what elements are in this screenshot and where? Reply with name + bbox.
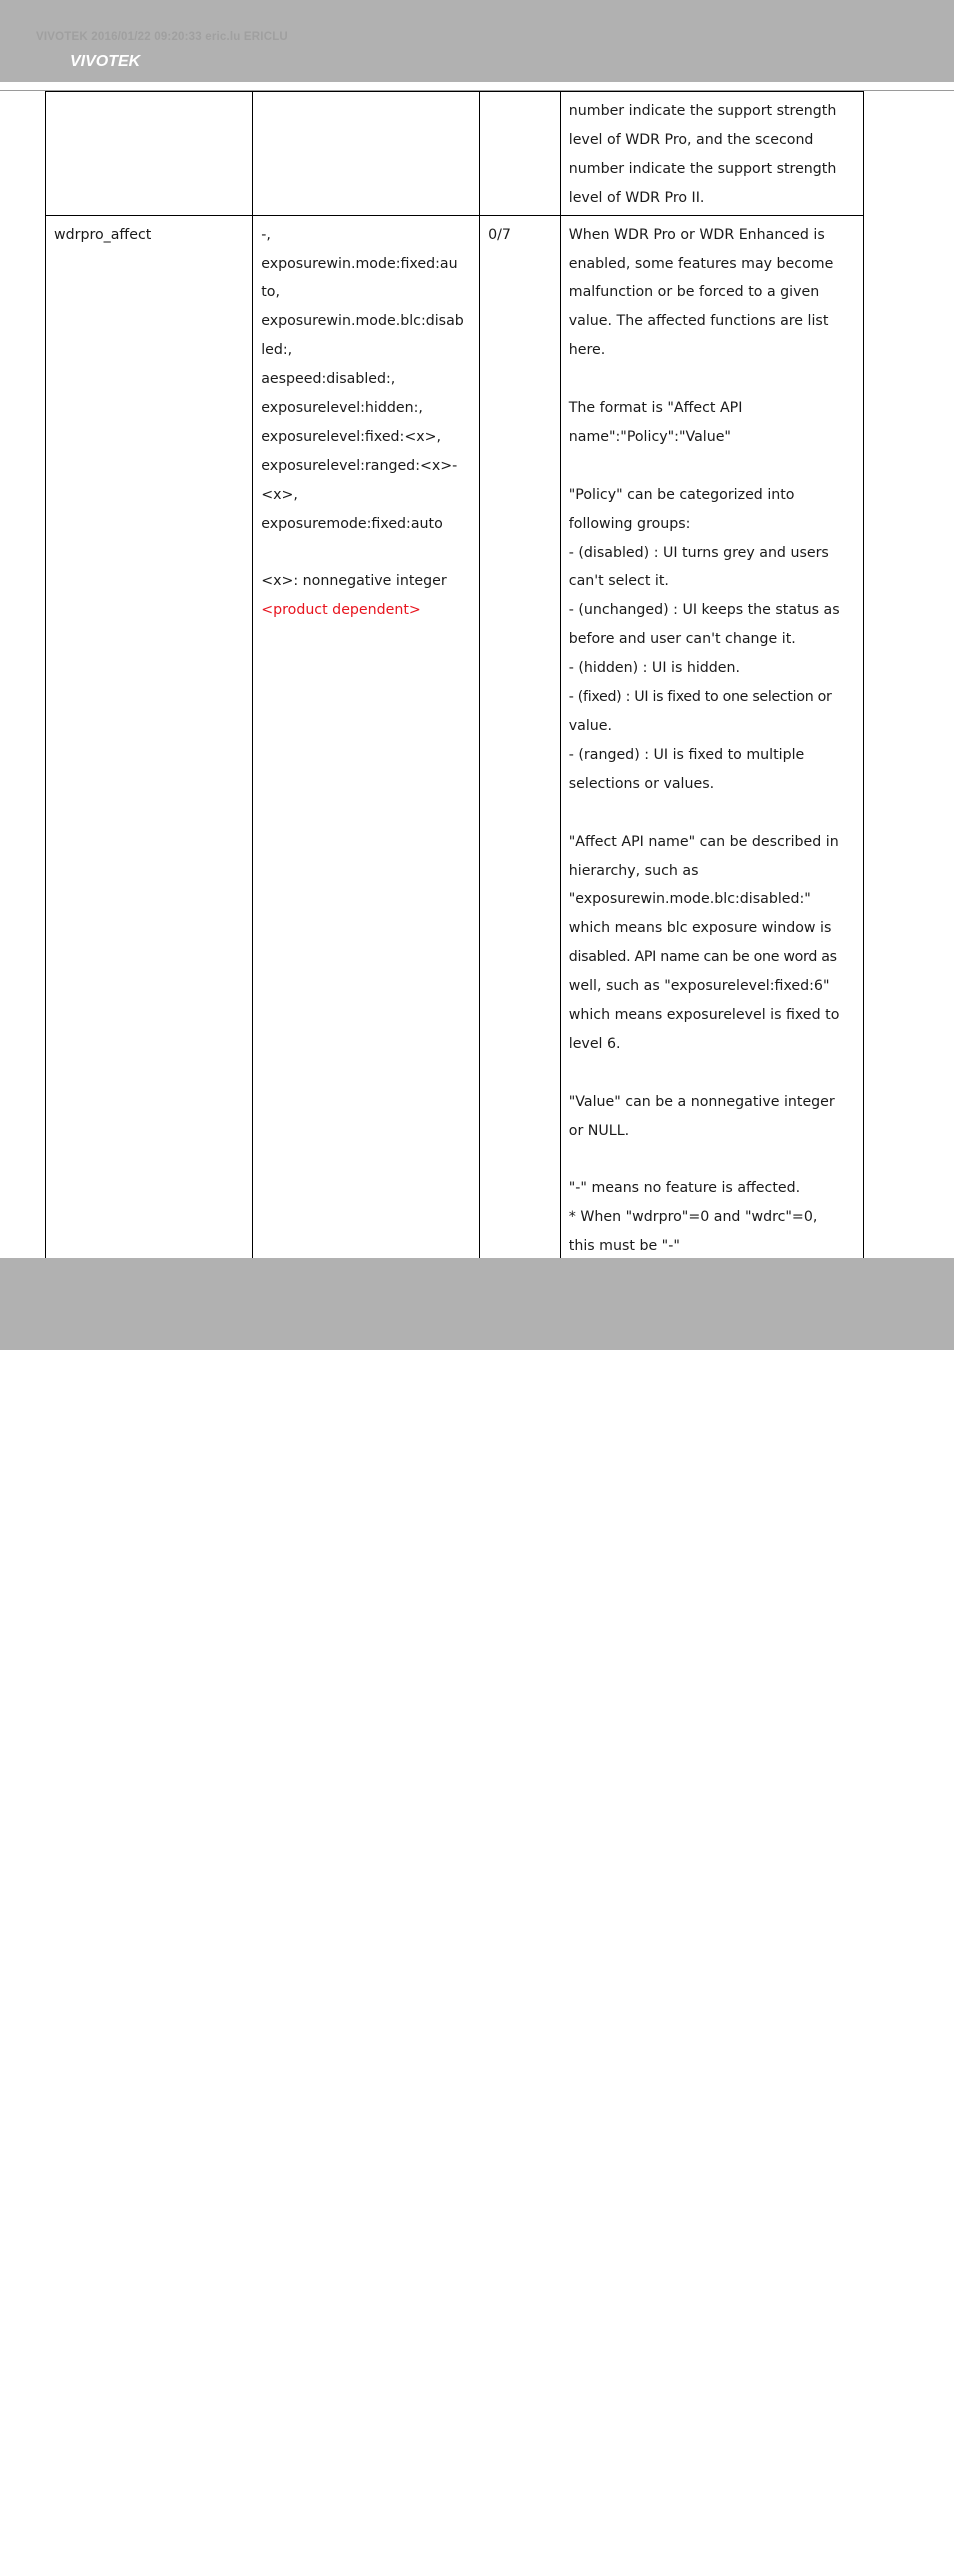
text-line: selections or values. (568, 775, 715, 792)
text-line: can't select it. (568, 573, 669, 590)
text-line: - (unchanged) : UI keeps the status as (568, 602, 840, 619)
name-cell (46, 215, 253, 1264)
text-line (261, 539, 471, 568)
text-line: "exposurewin.mode.blc:disabled:" (568, 891, 811, 908)
text-line (569, 365, 855, 394)
text-line: value. The affected functions are list (568, 313, 829, 330)
text-line: "-" means no feature is affected. (568, 1180, 801, 1197)
value-cell (253, 215, 480, 1264)
text-line: led:, (261, 342, 293, 359)
text-line: -, (261, 226, 271, 243)
text-line: "Value" can be a nonnegative integer (568, 1093, 835, 1110)
text-line: exposurewin.mode.blc:disab (261, 313, 464, 330)
text-line: exposuremode:fixed:auto (261, 515, 443, 532)
page-header (0, 0, 954, 82)
text-line: aespeed:disabled:, (261, 371, 396, 388)
text-line: <x>, (261, 486, 298, 503)
table-row (46, 215, 864, 1264)
description-cell (560, 92, 863, 216)
text-line: well, such as "exposurelevel:fixed:6" (568, 978, 830, 995)
text-line: exposurelevel:ranged:<x>- (261, 457, 458, 474)
security-level: 0/7 (488, 226, 511, 243)
text-line: following groups: (568, 515, 691, 532)
description-cell (560, 215, 863, 1264)
value-text (261, 221, 471, 597)
table-row (46, 92, 864, 216)
text-line: exposurelevel:fixed:<x>, (261, 428, 442, 445)
description-text (569, 221, 855, 1262)
security-cell (480, 92, 561, 216)
text-line: level of WDR Pro, and the scecond (568, 131, 814, 148)
text-line: value. (568, 718, 613, 734)
parameter-table (45, 91, 864, 1264)
text-line (569, 1146, 855, 1175)
text-line (569, 1059, 855, 1088)
text-line: - (ranged) : UI is fixed to multiple (568, 746, 805, 763)
text-line: exposurewin.mode:fixed:au (261, 255, 458, 272)
text-line: <x>: nonnegative integer (261, 573, 447, 590)
value-cell (253, 92, 480, 216)
page-footer (0, 1258, 954, 2549)
text-line: which means exposurelevel is fixed to (568, 1007, 840, 1024)
parameter-name: wdrpro_affect (54, 226, 152, 243)
text-line: exposurelevel:hidden:, (261, 400, 423, 417)
text-line: number indicate the support strength (568, 103, 837, 119)
brand-logo-text: VIVOTEK (70, 53, 141, 70)
text-line (569, 799, 855, 828)
security-cell (480, 215, 561, 1264)
text-line: or NULL. (568, 1122, 630, 1139)
text-line: here. (568, 342, 606, 359)
page-number-label: 264 - User's Manual (69, 2533, 194, 2549)
description-text (569, 97, 855, 213)
text-line (569, 452, 855, 481)
name-cell (46, 92, 253, 216)
text-line: level 6. (568, 1035, 621, 1052)
text-line: level of WDR Pro II. (568, 189, 705, 206)
text-line: "Affect API name" can be described in (568, 833, 839, 850)
text-line: "Policy" can be categorized into (568, 486, 795, 503)
text-line: malfunction or be forced to a given (568, 284, 820, 301)
text-line: The format is "Affect API (568, 400, 743, 417)
product-dependent-note: <product dependent> (261, 602, 421, 619)
text-line: enabled, some features may become (568, 255, 834, 272)
text-line: number indicate the support strength (568, 160, 837, 177)
text-line: which means blc exposure window is (568, 920, 832, 937)
text-line: * When "wdrpro"=0 and "wdrc"=0, (568, 1209, 818, 1226)
text-line: - (disabled) : UI turns grey and users (568, 544, 829, 561)
text-line: When WDR Pro or WDR Enhanced is (568, 226, 825, 243)
text-line: this must be "-" (568, 1238, 680, 1255)
text-line: - (fixed) : UI is fixed to one selection or (568, 689, 832, 706)
text-line: before and user can't change it. (568, 631, 796, 648)
text-line: disabled. API name can be one word as (568, 949, 837, 966)
header-watermark: VIVOTEK 2016/01/22 09:20:33 eric.lu ERICLU (36, 31, 288, 43)
text-line: hierarchy, such as (568, 862, 699, 879)
text-line: to, (261, 284, 280, 301)
text-line: name":"Policy":"Value" (568, 428, 731, 445)
text-line: - (hidden) : UI is hidden. (568, 660, 741, 677)
